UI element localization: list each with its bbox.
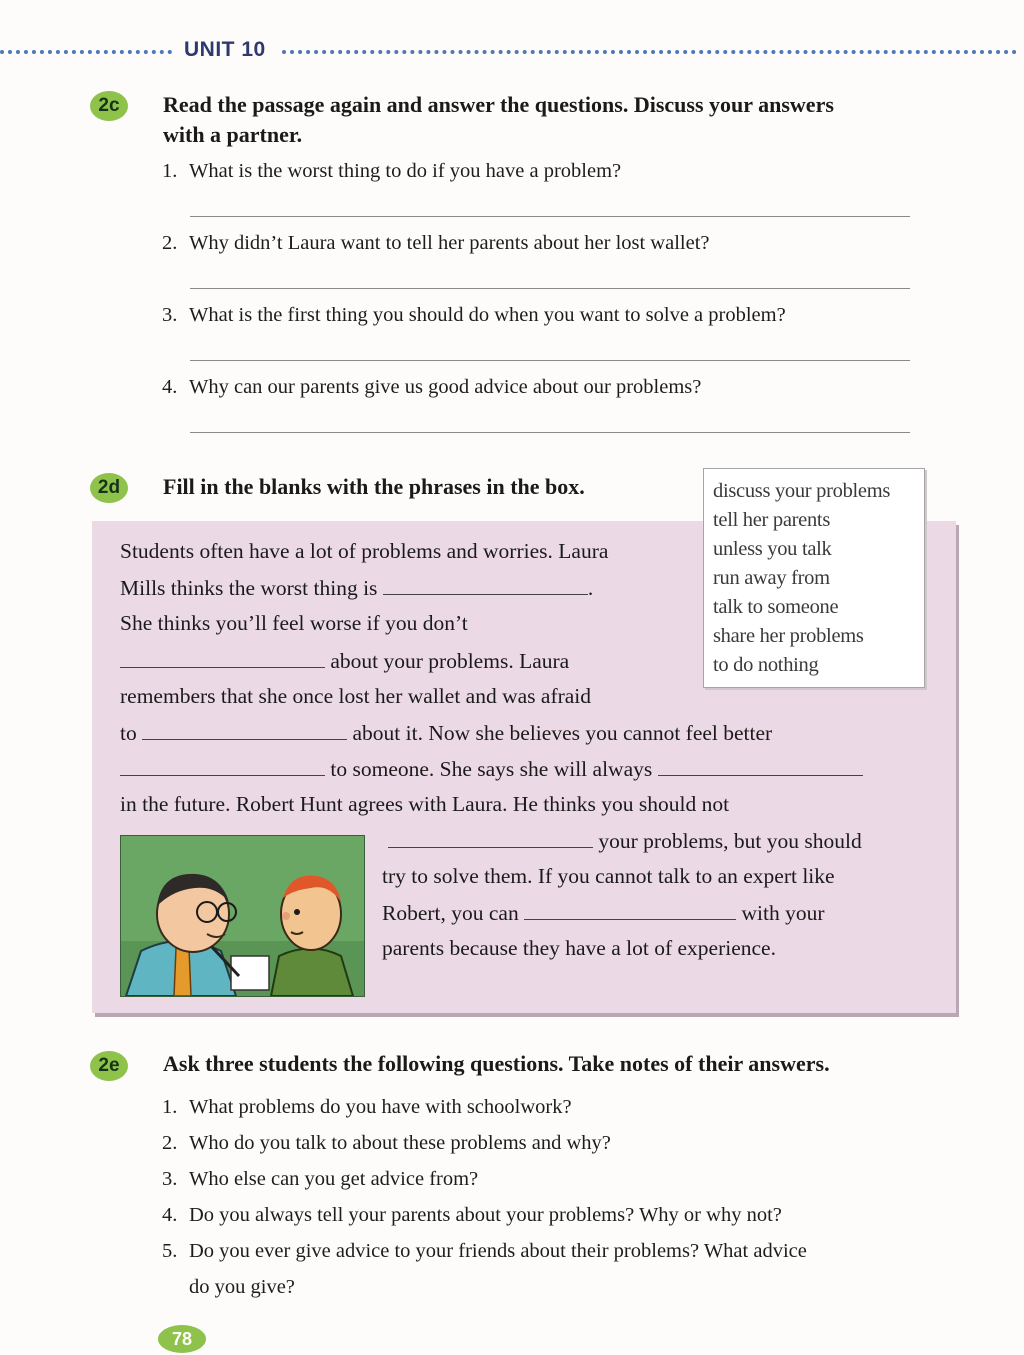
header-dotted-rule-right [282,50,1017,54]
phrase-item: unless you talk [713,538,832,560]
exercise-2e-instruction: Ask three students the following questions. Take notes of their answers. [163,1051,830,1076]
phrase-item: run away from [713,567,830,589]
blank-7[interactable] [524,897,736,920]
passage-line-5: remembers that she once lost her wallet and was afraid [120,684,592,708]
answer-line-2c-1[interactable] [190,216,910,217]
phrase-item: tell her parents [713,509,831,531]
passage-line-7: to someone. She says she will always [120,753,863,784]
answer-line-2c-2[interactable] [190,288,910,289]
question-2e-5-continued: do you give? [189,1276,295,1298]
question-2c-4: 4. Why can our parents give us good advice about our problems? [162,376,702,398]
blank-6[interactable] [388,825,593,848]
question-2e-1: 1. What problems do you have with schoolwork? [162,1096,572,1118]
instruction-line-2: with a partner. [163,122,303,147]
question-2e-5: 5. Do you ever give advice to your friends about their problems? What advice [162,1240,807,1262]
phrase-item: discuss your problems [713,480,891,502]
passage-line-11: Robert, you can with your [382,897,825,928]
phrase-box [703,468,925,688]
passage-line-4: about your problems. Laura [120,645,569,676]
passage-line-10: try to solve them. If you cannot talk to an expert like [382,864,835,888]
question-2e-3: 3. Who else can you get advice from? [162,1168,479,1190]
passage-line-1: Students often have a lot of problems and worries. Laura [120,539,609,563]
blank-4[interactable] [120,753,325,776]
exercise-badge-2d: 2d [90,473,128,503]
phrase-item: to do nothing [713,654,819,676]
illustration-drawing [121,836,364,996]
phrase-item: talk to someone [713,596,839,618]
passage-line-6: to about it. Now she believes you cannot feel better [120,717,772,748]
question-2c-3: 3. What is the first thing you should do when you want to solve a problem? [162,304,786,326]
instruction-line-1: Read the passage again and answer the questions. Discuss your answers [163,92,834,117]
phrase-item: share her problems [713,625,864,647]
header-dotted-rule-left [0,50,172,54]
question-2e-4: 4. Do you always tell your parents about your problems? Why or why not? [162,1204,782,1226]
question-2e-2: 2. Who do you talk to about these problems and why? [162,1132,611,1154]
page-number: 78 [158,1325,206,1353]
exercise-2d-instruction: Fill in the blanks with the phrases in the box. [163,474,585,499]
question-2c-2: 2. Why didn’t Laura want to tell her parents about her lost wallet? [162,232,710,254]
passage-line-2: Mills thinks the worst thing is . [120,572,593,603]
question-2c-1: 1. What is the worst thing to do if you have a problem? [162,160,622,182]
answer-line-2c-3[interactable] [190,360,910,361]
blank-1[interactable] [383,572,588,595]
illustration-counselor-and-boy [120,835,365,997]
exercise-2c-instruction [163,90,834,150]
blank-5[interactable] [658,753,863,776]
unit-title: UNIT 10 [184,38,266,61]
passage-line-9: your problems, but you should [388,825,862,856]
blank-3[interactable] [142,717,347,740]
exercise-badge-2e: 2e [90,1051,128,1081]
passage-line-8: in the future. Robert Hunt agrees with Laura. He thinks you should not [120,792,730,816]
passage-line-12: parents because they have a lot of experience. [382,936,776,960]
blank-2[interactable] [120,645,325,668]
answer-line-2c-4[interactable] [190,432,910,433]
exercise-badge-2c: 2c [90,91,128,121]
passage-line-3: She thinks you’ll feel worse if you don’t [120,611,468,635]
